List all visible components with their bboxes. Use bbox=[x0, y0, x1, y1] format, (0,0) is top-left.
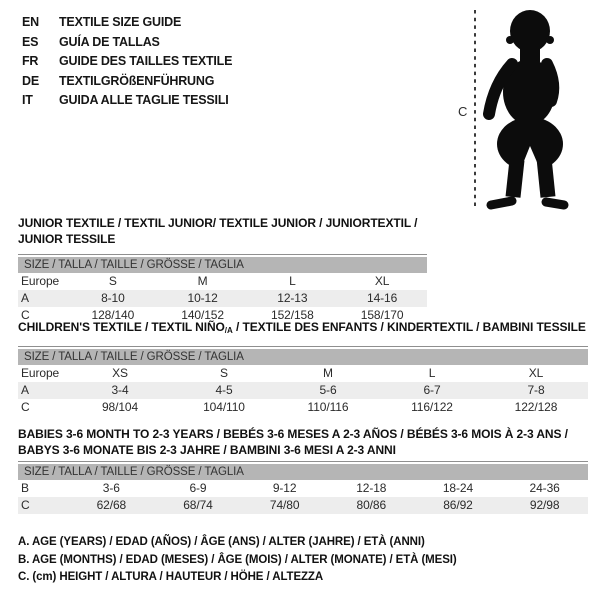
children-section-title bbox=[18, 319, 588, 339]
size-header-bar: SIZE / TALLA / TAILLE / GRÖSSE / TAGLIA bbox=[18, 349, 588, 365]
language-row bbox=[22, 33, 232, 53]
guide-title: GUIDA ALLE TAGLIE TESSILI bbox=[59, 93, 229, 107]
table-title-line: BABIES 3-6 MONTH TO 2-3 YEARS / BEBÉS 3-6 MESES A 2-3 AÑOS / BÉBÉS 3-6 MOIS À 2-3 ANS / bbox=[18, 427, 568, 441]
babies-table bbox=[18, 461, 588, 514]
guide-title: GUÍA DE TALLAS bbox=[59, 34, 160, 49]
table-cell: 158/170 bbox=[360, 308, 404, 322]
table-cell: S bbox=[108, 274, 117, 288]
children-textile-section bbox=[18, 319, 588, 416]
table-cell: 74/80 bbox=[269, 498, 300, 512]
language-row bbox=[22, 52, 232, 72]
table-title-line: JUNIOR TEXTILE / TEXTIL JUNIOR/ TEXTILE JUNIOR / JUNIORTEXTIL / JUNIOR TESSILE bbox=[18, 216, 418, 246]
table-cell: 8-10 bbox=[101, 291, 125, 305]
babies-textile-section bbox=[18, 426, 588, 514]
table-cell: 68/74 bbox=[183, 498, 213, 512]
junior-table bbox=[18, 254, 427, 324]
height-measure-label: C bbox=[458, 104, 468, 119]
language-row bbox=[22, 72, 232, 92]
table-cell: 12-13 bbox=[277, 291, 308, 305]
language-code: IT bbox=[22, 93, 33, 107]
table-row bbox=[18, 382, 588, 399]
babies-size-table bbox=[18, 480, 588, 514]
row-label: B bbox=[21, 481, 29, 495]
language-code: FR bbox=[22, 54, 39, 68]
junior-size-table bbox=[18, 273, 427, 324]
table-cell: 24-36 bbox=[529, 481, 560, 495]
footnotes bbox=[18, 534, 457, 587]
language-code: ES bbox=[22, 34, 39, 49]
junior-section-title bbox=[18, 215, 427, 247]
row-label: A bbox=[21, 291, 29, 305]
size-header-bar: SIZE / TALLA / TAILLE / GRÖSSE / TAGLIA bbox=[18, 257, 427, 273]
guide-title: TEXTILE SIZE GUIDE bbox=[59, 15, 182, 29]
table-cell: 140/152 bbox=[181, 308, 224, 322]
table-cell: 110/116 bbox=[307, 400, 349, 414]
table-row bbox=[18, 273, 427, 290]
table-row bbox=[18, 290, 427, 307]
size-header-bar: SIZE / TALLA / TAILLE / GRÖSSE / TAGLIA bbox=[18, 464, 588, 480]
table-row bbox=[18, 480, 588, 497]
baby-figure bbox=[450, 0, 600, 215]
row-label: C bbox=[21, 400, 30, 414]
guide-title: TEXTILGRÖßENFÜHRUNG bbox=[59, 73, 215, 88]
table-title-line: CHILDREN'S TEXTILE / TEXTIL $NIÑO_{/A}$ / TEXTILE DES ENFANTS / KINDERTEXTIL / BAMBINI TESSILE bbox=[18, 320, 586, 335]
children-table bbox=[18, 346, 588, 416]
table-cell: 80/86 bbox=[356, 498, 387, 512]
table-cell: M bbox=[197, 274, 208, 288]
table-cell: XL bbox=[528, 366, 544, 380]
table-cell: 116/122 bbox=[411, 400, 453, 414]
toddler-silhouette-shape bbox=[489, 10, 564, 205]
baby-silhouette bbox=[450, 0, 600, 215]
table-cell: 6-9 bbox=[189, 481, 207, 495]
table-row bbox=[18, 365, 588, 382]
row-label: A bbox=[21, 383, 29, 397]
children-size-table bbox=[18, 365, 588, 416]
table-cell: 86/92 bbox=[443, 498, 473, 512]
table-cell: 122/128 bbox=[514, 400, 558, 414]
table-cell: 62/68 bbox=[96, 498, 127, 512]
footnote-age-years: A. AGE (YEARS) / EDAD (AÑOS) / ÂGE (ANS) / ALTER (JAHRE) / ETÀ (ANNI) bbox=[18, 536, 425, 548]
language-title-list bbox=[22, 13, 232, 111]
table-row bbox=[18, 399, 588, 416]
table-cell: 6-7 bbox=[423, 383, 441, 397]
table-cell: M bbox=[323, 366, 333, 380]
table-cell: L bbox=[428, 366, 436, 380]
table-cell: 18-24 bbox=[442, 481, 474, 495]
table-cell: 3-4 bbox=[111, 383, 129, 397]
table-cell: S bbox=[220, 366, 228, 380]
table-cell: L bbox=[289, 274, 296, 288]
table-cell: 104/110 bbox=[203, 400, 245, 414]
row-label: Europe bbox=[21, 366, 60, 380]
language-row bbox=[22, 91, 232, 111]
table-cell: 98/104 bbox=[101, 400, 139, 414]
junior-textile-section bbox=[18, 215, 427, 324]
guide-title: GUIDE DES TAILLES TEXTILE bbox=[59, 54, 233, 68]
table-cell: 12-18 bbox=[356, 481, 387, 495]
table-cell: XS bbox=[112, 366, 128, 380]
table-title-line: BABYS 3-6 MONATE BIS 2-3 JAHRE / BAMBINI 3-6 MESI A 2-3 ANNI bbox=[18, 443, 396, 457]
language-code: EN bbox=[22, 15, 39, 29]
babies-section-title bbox=[18, 426, 588, 458]
row-label: C bbox=[21, 308, 30, 322]
table-cell: 5-6 bbox=[319, 383, 337, 397]
footnote-height-cm: C. (cm) HEIGHT / ALTURA / HAUTEUR / HÖHE / ALTEZZA bbox=[18, 571, 324, 583]
table-cell: 152/158 bbox=[271, 308, 314, 322]
language-code: DE bbox=[22, 73, 39, 88]
table-cell: 4-5 bbox=[215, 383, 233, 397]
table-cell: 128/140 bbox=[91, 308, 135, 322]
table-cell: XL bbox=[374, 274, 390, 288]
table-cell: 92/98 bbox=[529, 498, 560, 512]
language-row bbox=[22, 13, 232, 33]
row-label: Europe bbox=[21, 274, 60, 288]
table-cell: 3-6 bbox=[102, 481, 120, 495]
footnote-age-months: B. AGE (MONTHS) / EDAD (MESES) / ÂGE (MOIS) / ALTER (MONATE) / ETÀ (MESI) bbox=[18, 553, 457, 566]
table-cell: 10-12 bbox=[187, 291, 218, 305]
table-cell: 14-16 bbox=[367, 291, 398, 305]
table-cell: 7-8 bbox=[527, 383, 545, 397]
table-row bbox=[18, 497, 588, 514]
table-cell: 9-12 bbox=[272, 481, 297, 495]
row-label: C bbox=[21, 498, 30, 512]
